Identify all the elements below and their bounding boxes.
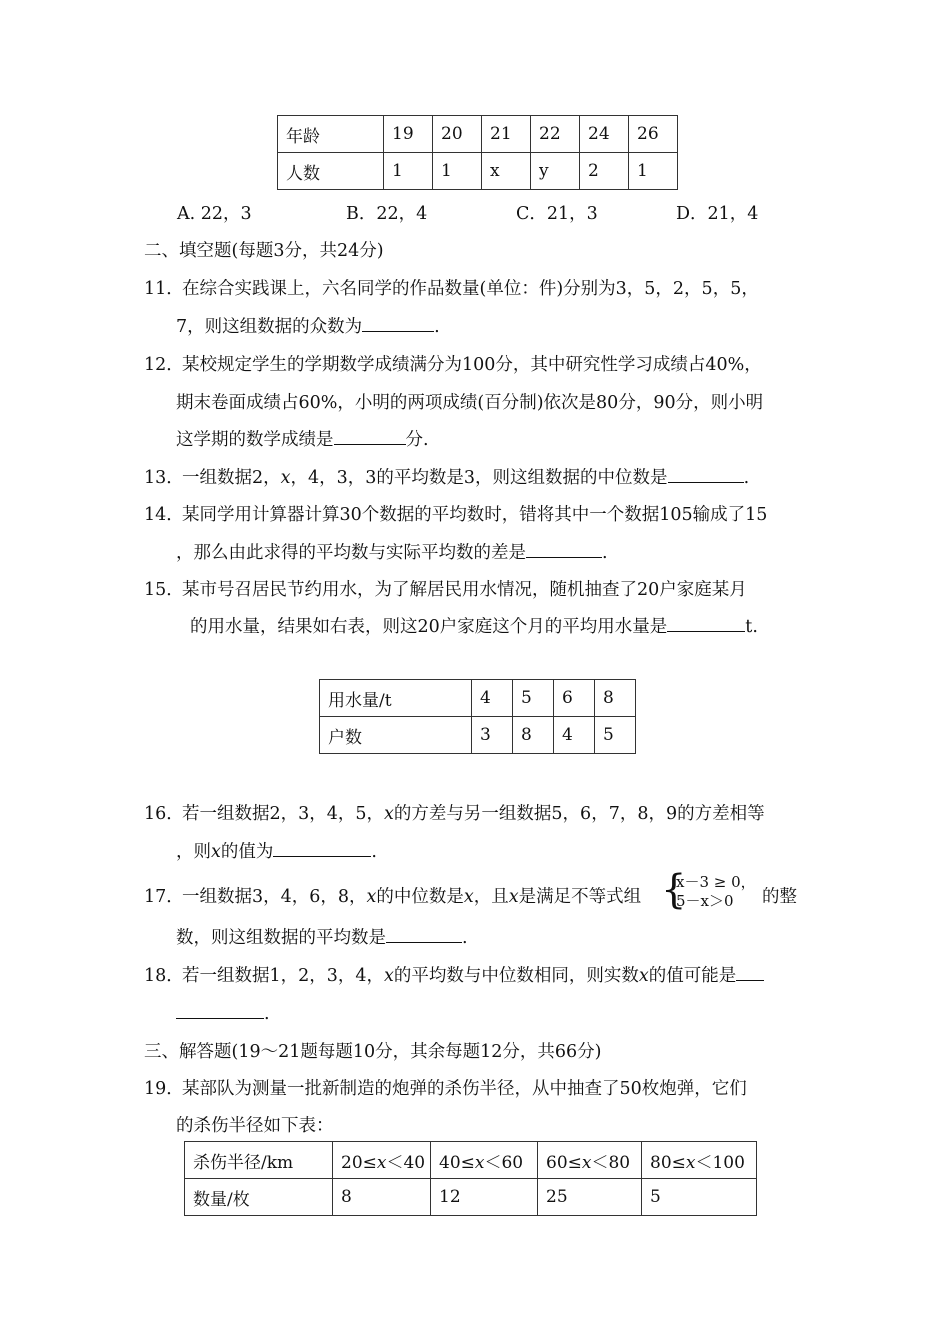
question-number: 16． (144, 804, 184, 824)
table-row (278, 153, 678, 190)
inequality-line: 5－x＞0 (676, 892, 734, 910)
table-cell: 24 (580, 116, 629, 153)
section-header-answer: 三、解答题(19～21题每题10分，其余每题12分，共66分) (144, 1042, 602, 1062)
option-c: C．21，3 (516, 204, 598, 224)
option-b: B．22，4 (346, 204, 428, 224)
table-row (278, 116, 678, 153)
answer-blank[interactable] (176, 1000, 264, 1019)
table-cell: 22 (531, 116, 580, 153)
table-cell: 80≤x＜100 (642, 1142, 757, 1179)
answer-blank[interactable] (362, 313, 434, 332)
answer-blank[interactable] (386, 924, 462, 943)
table-cell: 12 (431, 1179, 538, 1216)
table-cell: 40≤x＜60 (431, 1142, 538, 1179)
table-cell: 8 (595, 680, 636, 717)
question-text: 某市号召居民节约用水，为了解居民用水情况，随机抽查了20户家庭某月 (182, 580, 747, 600)
table-cell: 60≤x＜80 (538, 1142, 642, 1179)
question-text: 的整 (762, 887, 797, 907)
table-row (185, 1142, 757, 1179)
table-cell: 20≤x＜40 (333, 1142, 431, 1179)
question-text: 某校规定学生的学期数学成绩满分为100分，其中研究性学习成绩占40%， (182, 355, 762, 375)
table-cell: x (482, 153, 531, 190)
question-text: ，那么由此求得的平均数与实际平均数的差是 . (176, 539, 608, 564)
water-usage-table (319, 679, 636, 754)
question-text: 期末卷面成绩占60%，小明的两项成绩(百分制)依次是80分，90分，则小明 (176, 393, 764, 413)
table-cell: 1 (384, 153, 433, 190)
table-row (320, 717, 636, 754)
option-a: A. 22，3 (177, 204, 252, 224)
question-text: 某同学用计算器计算30个数据的平均数时，错将其中一个数据105输成了15 (182, 505, 768, 525)
table-cell: 4 (554, 717, 595, 754)
table-cell: 19 (384, 116, 433, 153)
question-text: 若一组数据1，2，3，4，x的平均数与中位数相同，则实数x的值可能是 (182, 962, 764, 987)
kill-radius-table (184, 1141, 757, 1216)
table-cell: 20 (433, 116, 482, 153)
question-number: 14． (144, 505, 184, 525)
answer-blank[interactable] (667, 613, 745, 632)
question-text: 的杀伤半径如下表： (176, 1116, 334, 1136)
table-cell: 26 (629, 116, 678, 153)
table-cell: 3 (472, 717, 513, 754)
left-brace-icon: { (661, 867, 687, 913)
table-cell: 人数 (278, 153, 384, 190)
table-cell: 5 (513, 680, 554, 717)
answer-blank[interactable] (526, 539, 602, 558)
table-cell: 用水量/t (320, 680, 472, 717)
question-text: 若一组数据2，3，4，5，x的方差与另一组数据5，6，7，8，9的方差相等 (182, 804, 765, 824)
answer-blank[interactable] (668, 464, 744, 483)
table-cell: 5 (642, 1179, 757, 1216)
inequality-line: x－3 ≥ 0， (676, 873, 756, 891)
table-cell: 4 (472, 680, 513, 717)
table-cell: 户数 (320, 717, 472, 754)
table-cell: y (531, 153, 580, 190)
question-text: 一组数据3，4，6，8，x的中位数是x，且x是满足不等式组 (182, 887, 642, 907)
table-cell: 8 (333, 1179, 431, 1216)
age-table (277, 115, 678, 190)
table-row (320, 680, 636, 717)
table-cell: 杀伤半径/km (185, 1142, 333, 1179)
table-cell: 1 (433, 153, 482, 190)
question-number: 13． (144, 468, 184, 488)
answer-blank[interactable] (736, 962, 764, 981)
question-text: 的用水量，结果如右表，则这20户家庭这个月的平均用水量是 t. (190, 613, 758, 638)
table-cell: 2 (580, 153, 629, 190)
table-cell: 8 (513, 717, 554, 754)
question-text: 这学期的数学成绩是 分. (176, 426, 429, 451)
option-d: D．21，4 (676, 204, 759, 224)
question-number: 19． (144, 1079, 184, 1099)
table-cell: 25 (538, 1179, 642, 1216)
question-text: 7，则这组数据的众数为 . (176, 313, 440, 338)
table-row (185, 1179, 757, 1216)
section-header-fill-in: 二、填空题(每题3分，共24分) (144, 241, 384, 261)
answer-blank[interactable] (273, 838, 371, 857)
question-number: 15． (144, 580, 184, 600)
question-text: 数，则这组数据的平均数是 . (176, 924, 468, 949)
table-cell: 1 (629, 153, 678, 190)
table-cell: 6 (554, 680, 595, 717)
question-text: 某部队为测量一批新制造的炮弹的杀伤半径，从中抽查了50枚炮弹，它们 (182, 1079, 747, 1099)
question-number: 17． (144, 887, 184, 907)
question-text: 一组数据2，x，4，3，3的平均数是3，则这组数据的中位数是 . (182, 464, 749, 489)
table-cell: 5 (595, 717, 636, 754)
question-number: 18． (144, 966, 184, 986)
question-text: . (176, 1000, 270, 1024)
question-number: 12． (144, 355, 184, 375)
table-cell: 年龄 (278, 116, 384, 153)
table-cell: 21 (482, 116, 531, 153)
question-number: 11． (144, 279, 184, 299)
question-text: ，则x的值为 . (176, 838, 377, 863)
table-cell: 数量/枚 (185, 1179, 333, 1216)
answer-blank[interactable] (334, 426, 406, 445)
question-text: 在综合实践课上，六名同学的作品数量(单位：件)分别为3，5，2，5，5， (182, 279, 759, 299)
